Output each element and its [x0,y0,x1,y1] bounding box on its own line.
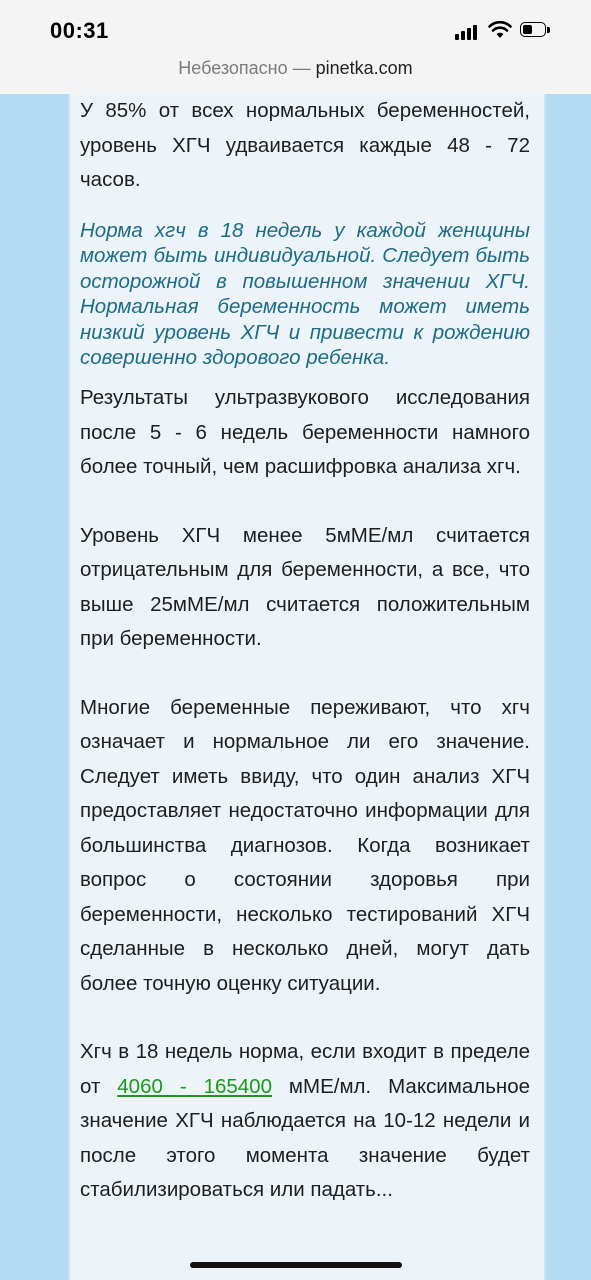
cellular-signal-icon [455,24,479,40]
wifi-icon [488,21,512,39]
insecure-label: Небезопасно — [178,58,311,78]
article-paragraph: У 85% от всех нормальных беременностей, уровень ХГЧ удваивается каждые 48 - 72 часов. [80,99,530,191]
article-paragraph: Результаты ультразвукового исследования после 5 - 6 недель беременности намного более точный, чем расшифровка анализа хгч. [80,386,530,479]
norm-range-link[interactable]: 4060 - 165400 [117,1074,272,1098]
url-domain: pinetka.com [315,58,413,78]
status-bar [0,0,591,58]
home-indicator[interactable] [190,1262,402,1268]
status-time: 00:31 [50,18,109,43]
article-paragraph: Многие беременные переживают, что хгч означает и нормальное ли его значение. Следует иметь ввиду, что один анализ ХГЧ предоставляет недостаточно информации для большинства диагнозов. Когда возникает вопрос о состоянии здоровья при беременности, несколько тестирований ХГЧ сделанные в несколько дней, могут дать более точную оценку ситуации. [80,695,530,995]
battery-icon [520,22,552,39]
article-column [68,94,546,1280]
article-highlight-note: Норма хгч в 18 недель у каждой женщины может быть индивидуальной. Следует быть осторожной в повышенном значении ХГЧ. Нормальная беременность может иметь низкий уровень ХГЧ и привести к рождению совершенно здорового ребенка. [80,218,530,370]
article-body [80,94,530,1208]
page-viewport[interactable] [0,94,591,1280]
url-bar[interactable] [0,58,591,94]
article-paragraph [80,1035,530,1208]
paragraph-text: мМЕ/мл. Максимальное значение ХГЧ наблюдается на 10-12 недели и после этого момента значение будет стабилизироваться или падать... [80,1074,530,1202]
paragraph-text: Хгч в 18 недель норма, если входит в пределе от [80,1040,530,1098]
article-paragraph: Уровень ХГЧ менее 5мМЕ/мл считается отрицательным для беременности, а все, что выше 25мМЕ/мл считается положительным при беременности. [80,523,530,651]
